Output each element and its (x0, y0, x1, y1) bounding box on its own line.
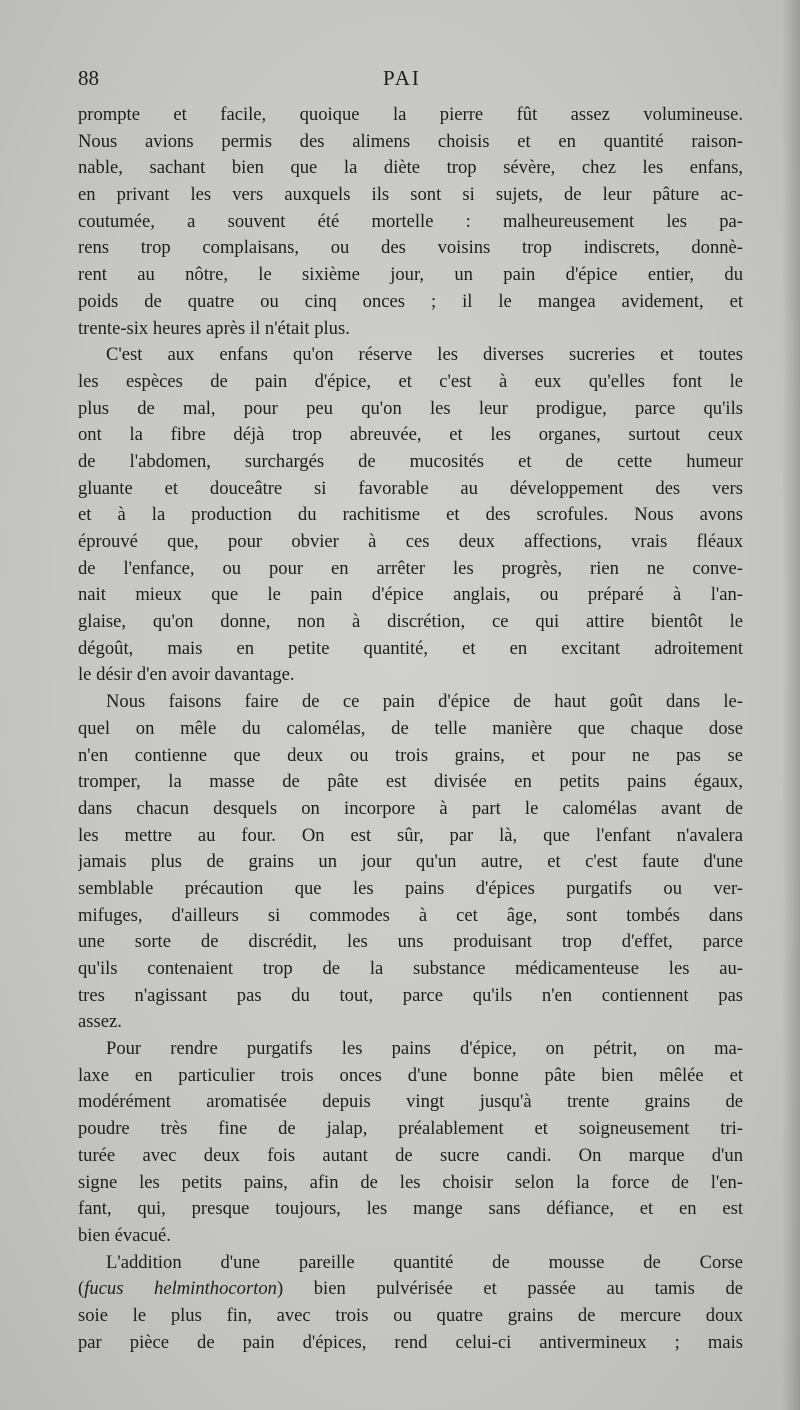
page-edge-shadow (782, 0, 800, 1410)
text-line: Nous avions permis des alimens choisis et en quantité raison- (78, 130, 743, 152)
text-line: les mettre au four. On est sûr, par là, que l'enfant n'avalera (78, 824, 743, 846)
text-line: trente-six heures après il n'était plus. (78, 317, 350, 339)
paragraph-start-line: Nous faisons faire de ce pain d'épice de haut goût dans le- (106, 691, 743, 713)
text-line: glaise, qu'on donne, non à discrétion, ce qui attire bientôt le (78, 611, 743, 633)
running-head: PAI (383, 66, 421, 90)
text-line: quel on mêle du calomélas, de telle manière que chaque dose (78, 717, 743, 739)
text-line: laxe en particulier trois onces d'une bonne pâte bien mêlée et (78, 1064, 743, 1086)
text-line: rens trop complaisans, ou des voisins trop indiscrets, donnè- (78, 237, 743, 259)
text-line: coutumée, a souvent été mortelle : malheureusement les pa- (78, 210, 743, 232)
text-line: tromper, la masse de pâte est divisée en petits pains égaux, (78, 771, 743, 793)
text-line: bien évacué. (78, 1224, 171, 1246)
text-line: dans chacun desquels on incorpore à part le calomélas avant de (78, 797, 743, 819)
text-line-with-italic (78, 1276, 743, 1303)
paragraph-start-line: L'addition d'une pareille quantité de mousse de Corse (106, 1251, 743, 1273)
text-line: turée avec deux fois autant de sucre candi. On marque d'un (78, 1144, 743, 1166)
text-line: rent au nôtre, le sixième jour, un pain d'épice entier, du (78, 264, 743, 286)
text-line: et à la production du rachitisme et des scrofules. Nous avons (78, 504, 743, 526)
text-line: une sorte de discrédit, les uns produisant trop d'effet, parce (78, 931, 743, 953)
text-line: mifuges, d'ailleurs si commodes à cet âge, sont tombés dans (78, 904, 743, 926)
text-line: signe les petits pains, afin de les choisir selon la force de l'en- (78, 1171, 743, 1193)
text-line: éprouvé que, pour obvier à ces deux affections, vrais fléaux (78, 531, 743, 552)
text-line: tres n'agissant pas du tout, parce qu'ils n'en contiennent pas (78, 984, 743, 1006)
text-line: assez. (78, 1011, 122, 1033)
text-line: prompte et facile, quoique la pierre fût assez volumineuse. (78, 104, 743, 125)
text-line: les espèces de pain d'épice, et c'est à eux qu'elles font le (78, 370, 743, 392)
text-line: n'en contienne que deux ou trois grains, et pour ne pas se (78, 744, 743, 766)
text-line: de l'abdomen, surchargés de mucosités et de cette humeur (78, 450, 743, 472)
text-line: poids de quatre ou cinq onces ; il le mangea avidement, et (78, 290, 743, 312)
paragraph-start-line: Pour rendre purgatifs les pains d'épice, on pétrit, on ma- (106, 1038, 743, 1060)
paragraph-start-line: C'est aux enfans qu'on réserve les diverses sucreries et toutes (106, 344, 743, 366)
page-number: 88 (78, 66, 99, 90)
text-fragment: ) bien pulvérisée et passée au tamis de (276, 1278, 743, 1300)
text-line: en privant les vers auxquels ils sont si sujets, de leur pâture ac- (78, 184, 743, 206)
italic-latin-name: fucus helminthocorton (84, 1278, 277, 1300)
text-line: de l'enfance, ou pour en arrêter les progrès, rien ne conve- (78, 557, 743, 579)
text-line: fant, qui, presque toujours, les mange sans défiance, et en est (78, 1198, 743, 1220)
text-line: qu'ils contenaient trop de la substance médicamenteuse les au- (78, 958, 743, 979)
text-line: ont la fibre déjà trop abreuvée, et les organes, surtout ceux (78, 424, 743, 446)
body-text (78, 102, 743, 1356)
text-line: plus de mal, pour peu qu'on les leur prodigue, parce qu'ils (78, 397, 743, 419)
text-line: le désir d'en avoir davantage. (78, 664, 295, 686)
text-fragment: ( (78, 1278, 85, 1300)
text-line: jamais plus de grains un jour qu'un autre, et c'est faute d'une (78, 851, 743, 873)
page-header (78, 66, 743, 100)
text-line: poudre très fine de jalap, préalablement et soigneusement tri- (78, 1118, 743, 1140)
text-line: modérément aromatisée depuis vingt jusqu'à trente grains de (78, 1091, 743, 1113)
text-line: soie le plus fin, avec trois ou quatre grains de mercure doux (78, 1304, 743, 1326)
text-line: nait mieux que le pain d'épice anglais, ou préparé à l'an- (78, 584, 743, 606)
text-line: semblable précaution que les pains d'épices purgatifs ou ver- (78, 877, 743, 899)
text-line: par pièce de pain d'épices, rend celui-ci antivermineux ; mais (78, 1331, 743, 1353)
text-line: nable, sachant bien que la diète trop sévère, chez les enfans, (78, 157, 743, 179)
text-line: dégoût, mais en petite quantité, et en excitant adroitement (78, 637, 743, 659)
text-line: gluante et douceâtre si favorable au développement des vers (78, 477, 743, 499)
